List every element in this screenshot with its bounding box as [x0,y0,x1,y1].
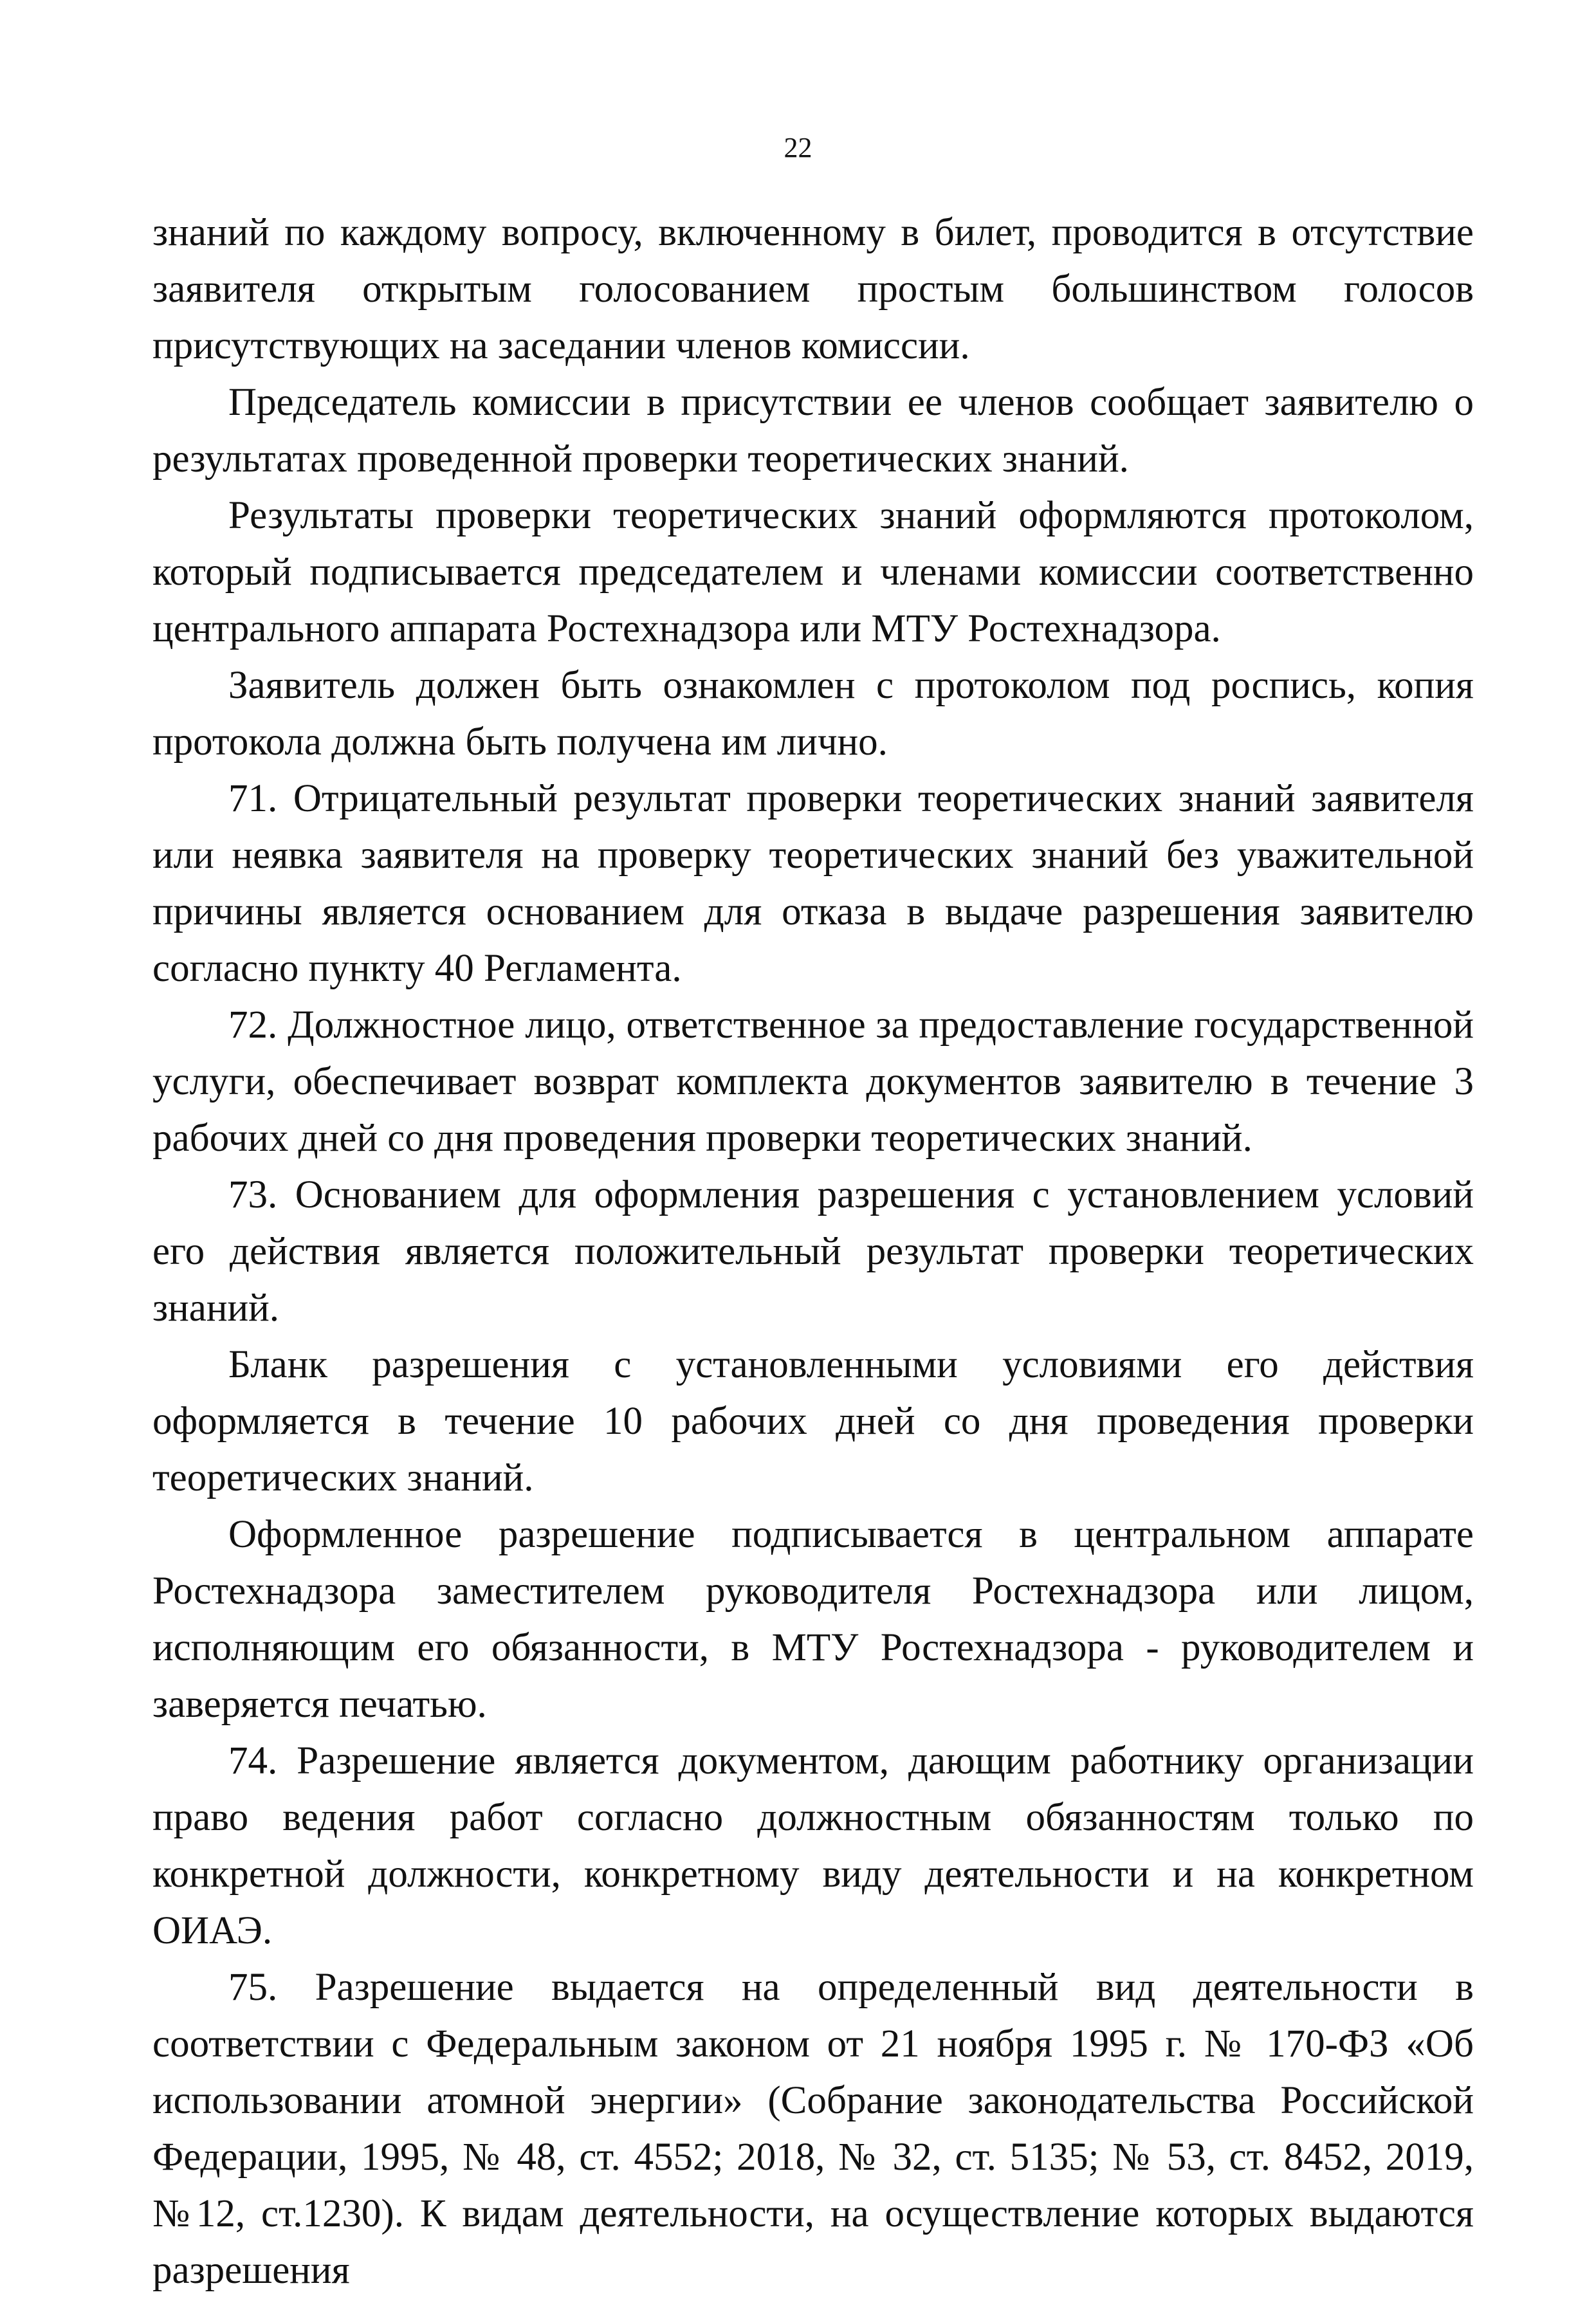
paragraph-item-72: 72. Должностное лицо, ответственное за предоставление государственной услуги, обеспечивает возврат комплекта документов заявителю в течение 3 рабочих дней со дня проведения проверки теоретических знаний. [152,1003,1474,1160]
paragraph-item-74: 74. Разрешение является документом, дающим работнику организации право ведения работ согласно должностным обязанностям только по конкретной должности, конкретному виду деятельности и на конкретном ОИАЭ. [152,1739,1474,1952]
paragraph-item-71: 71. Отрицательный результат проверки теоретических знаний заявителя или неявка заявителя на проверку теоретических знаний без уважительной причины является основанием для отказа в выдаче разрешения заявителю согласно пункту 40 Регламента. [152,777,1474,990]
paragraph-item-73: 73. Основанием для оформления разрешения с установлением условий его действия является положительный результат проверки теоретических знаний. [152,1173,1474,1330]
paragraph-item-75: 75. Разрешение выдается на определенный вид деятельности в соответствии с Федеральным законом от 21 ноября 1995 г. № 170-ФЗ «Об использовании атомной энергии» (Собрание законодательства Российской Федерации, 1995, № 48, ст. 4552; 2018, № 32, ст. 5135; № 53, ст. 8452, 2019, №12, ст.1230). К видам деятельности, на осуществление которых выдаются разрешения [152,1966,1474,2292]
paragraph-permit-signed: Оформленное разрешение подписывается в центральном аппарате Ростехнадзора заместителем руководителя Ростехнадзора или лицом, исполняющим его обязанности, в МТУ Ростехнадзора - руководителем и заверяется печатью. [152,1513,1474,1726]
page-number: 22 [784,132,812,163]
paragraph-results-protocol: Результаты проверки теоретических знаний оформляются протоколом, который подписывается председателем и членами комиссии соответственно центрального аппарата Ростехнадзора или МТУ Ростехнадзора. [152,494,1474,650]
paragraph-applicant-acquainted: Заявитель должен быть ознакомлен с протоколом под роспись, копия протокола должна быть получена им лично. [152,664,1474,764]
paragraph-chairman-informs: Председатель комиссии в присутствии ее членов сообщает заявителю о результатах проведенной проверки теоретических знаний. [152,381,1474,481]
document-body [152,205,1474,2299]
paragraph-permit-form: Бланк разрешения с установленными условиями его действия оформляется в течение 10 рабочих дней со дня проведения проверки теоретических знаний. [152,1343,1474,1499]
paragraph-continuation: знаний по каждому вопросу, включенному в билет, проводится в отсутствие заявителя открытым голосованием простым большинством голосов присутствующих на заседании членов комиссии. [152,211,1474,367]
